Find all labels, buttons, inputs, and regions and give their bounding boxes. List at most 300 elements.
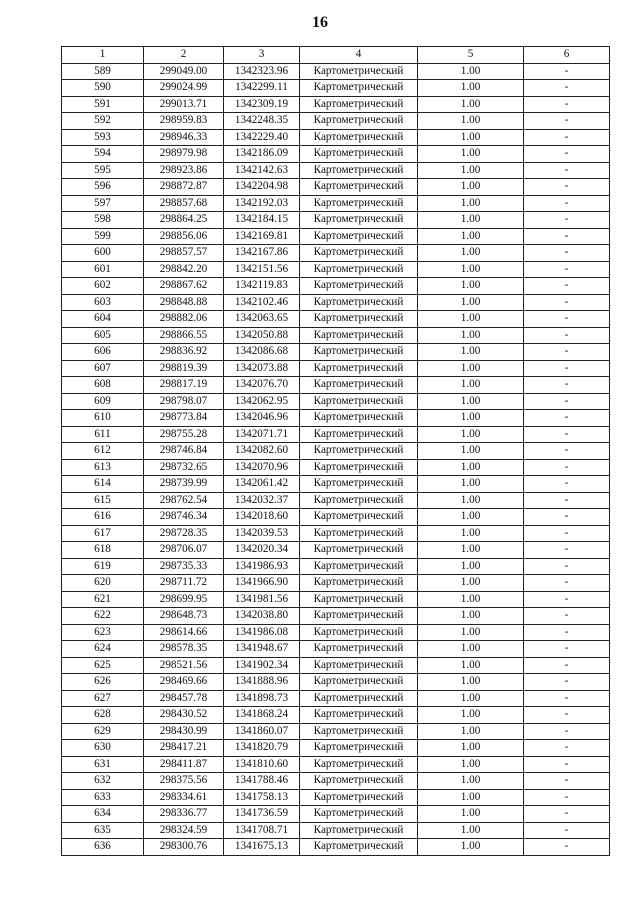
method-cell: Картометрический (300, 228, 418, 245)
method-cell: Картометрический (300, 63, 418, 80)
accuracy-cell: 1.00 (418, 789, 524, 806)
accuracy-cell: 1.00 (418, 525, 524, 542)
accuracy-cell: 1.00 (418, 410, 524, 427)
point-number-cell: 611 (62, 426, 144, 443)
x-coordinate-cell: 298856.06 (144, 228, 224, 245)
accuracy-cell: 1.00 (418, 426, 524, 443)
note-cell: - (524, 63, 610, 80)
point-number-cell: 631 (62, 756, 144, 773)
point-number-cell: 599 (62, 228, 144, 245)
point-number-cell: 589 (62, 63, 144, 80)
x-coordinate-cell: 298817.19 (144, 377, 224, 394)
x-coordinate-cell: 299049.00 (144, 63, 224, 80)
table-row (62, 294, 610, 311)
method-cell: Картометрический (300, 690, 418, 707)
x-coordinate-cell: 298728.35 (144, 525, 224, 542)
note-cell: - (524, 789, 610, 806)
y-coordinate-cell: 1342142.63 (224, 162, 300, 179)
x-coordinate-cell: 298866.55 (144, 327, 224, 344)
method-cell: Картометрический (300, 492, 418, 509)
point-number-cell: 616 (62, 509, 144, 526)
note-cell: - (524, 806, 610, 823)
note-cell: - (524, 740, 610, 757)
table-row (62, 575, 610, 592)
point-number-cell: 623 (62, 624, 144, 641)
method-cell: Картометрический (300, 575, 418, 592)
y-coordinate-cell: 1342039.53 (224, 525, 300, 542)
y-coordinate-cell: 1342204.98 (224, 179, 300, 196)
x-coordinate-cell: 298864.25 (144, 212, 224, 229)
y-coordinate-cell: 1342167.86 (224, 245, 300, 262)
accuracy-cell: 1.00 (418, 63, 524, 80)
point-number-cell: 597 (62, 195, 144, 212)
accuracy-cell: 1.00 (418, 641, 524, 658)
table-row (62, 410, 610, 427)
method-cell: Картометрический (300, 278, 418, 295)
accuracy-cell: 1.00 (418, 591, 524, 608)
method-cell: Картометрический (300, 195, 418, 212)
method-cell: Картометрический (300, 509, 418, 526)
table-row (62, 789, 610, 806)
accuracy-cell: 1.00 (418, 608, 524, 625)
note-cell: - (524, 624, 610, 641)
point-number-cell: 604 (62, 311, 144, 328)
table-row (62, 806, 610, 823)
y-coordinate-cell: 1342076.70 (224, 377, 300, 394)
table-row (62, 690, 610, 707)
table-row (62, 63, 610, 80)
y-coordinate-cell: 1341788.46 (224, 773, 300, 790)
note-cell: - (524, 839, 610, 856)
point-number-cell: 591 (62, 96, 144, 113)
x-coordinate-cell: 298521.56 (144, 657, 224, 674)
note-cell: - (524, 608, 610, 625)
method-cell: Картометрический (300, 179, 418, 196)
table-row (62, 80, 610, 97)
method-cell: Картометрический (300, 212, 418, 229)
note-cell: - (524, 80, 610, 97)
table-row (62, 146, 610, 163)
point-number-cell: 601 (62, 261, 144, 278)
y-coordinate-cell: 1342184.15 (224, 212, 300, 229)
y-coordinate-cell: 1342309.19 (224, 96, 300, 113)
note-cell: - (524, 179, 610, 196)
y-coordinate-cell: 1341888.96 (224, 674, 300, 691)
accuracy-cell: 1.00 (418, 542, 524, 559)
method-cell: Картометрический (300, 624, 418, 641)
x-coordinate-cell: 298773.84 (144, 410, 224, 427)
note-cell: - (524, 558, 610, 575)
y-coordinate-cell: 1341898.73 (224, 690, 300, 707)
method-cell: Картометрический (300, 476, 418, 493)
y-coordinate-cell: 1341736.59 (224, 806, 300, 823)
y-coordinate-cell: 1341948.67 (224, 641, 300, 658)
accuracy-cell: 1.00 (418, 129, 524, 146)
x-coordinate-cell: 299024.99 (144, 80, 224, 97)
method-cell: Картометрический (300, 740, 418, 757)
note-cell: - (524, 278, 610, 295)
method-cell: Картометрический (300, 657, 418, 674)
point-number-cell: 602 (62, 278, 144, 295)
note-cell: - (524, 261, 610, 278)
method-cell: Картометрический (300, 822, 418, 839)
x-coordinate-cell: 298857.57 (144, 245, 224, 262)
y-coordinate-cell: 1342102.46 (224, 294, 300, 311)
x-coordinate-cell: 298755.28 (144, 426, 224, 443)
accuracy-cell: 1.00 (418, 575, 524, 592)
method-cell: Картометрический (300, 723, 418, 740)
note-cell: - (524, 492, 610, 509)
method-cell: Картометрический (300, 459, 418, 476)
x-coordinate-cell: 298711.72 (144, 575, 224, 592)
y-coordinate-cell: 1342018.60 (224, 509, 300, 526)
y-coordinate-cell: 1342186.09 (224, 146, 300, 163)
note-cell: - (524, 575, 610, 592)
x-coordinate-cell: 298336.77 (144, 806, 224, 823)
note-cell: - (524, 657, 610, 674)
method-cell: Картометрический (300, 261, 418, 278)
point-number-cell: 608 (62, 377, 144, 394)
column-header: 1 (62, 47, 144, 64)
x-coordinate-cell: 298762.54 (144, 492, 224, 509)
note-cell: - (524, 129, 610, 146)
note-cell: - (524, 443, 610, 460)
accuracy-cell: 1.00 (418, 113, 524, 130)
x-coordinate-cell: 298334.61 (144, 789, 224, 806)
note-cell: - (524, 327, 610, 344)
point-number-cell: 619 (62, 558, 144, 575)
point-number-cell: 614 (62, 476, 144, 493)
note-cell: - (524, 822, 610, 839)
accuracy-cell: 1.00 (418, 740, 524, 757)
method-cell: Картометрический (300, 756, 418, 773)
point-number-cell: 612 (62, 443, 144, 460)
y-coordinate-cell: 1342070.96 (224, 459, 300, 476)
accuracy-cell: 1.00 (418, 327, 524, 344)
table-body (62, 63, 610, 855)
column-header: 6 (524, 47, 610, 64)
method-cell: Картометрический (300, 674, 418, 691)
method-cell: Картометрический (300, 525, 418, 542)
point-number-cell: 635 (62, 822, 144, 839)
x-coordinate-cell: 298848.88 (144, 294, 224, 311)
accuracy-cell: 1.00 (418, 146, 524, 163)
accuracy-cell: 1.00 (418, 657, 524, 674)
y-coordinate-cell: 1342050.88 (224, 327, 300, 344)
accuracy-cell: 1.00 (418, 311, 524, 328)
table-row (62, 542, 610, 559)
x-coordinate-cell: 298959.83 (144, 113, 224, 130)
method-cell: Картометрический (300, 360, 418, 377)
table-row (62, 426, 610, 443)
point-number-cell: 632 (62, 773, 144, 790)
accuracy-cell: 1.00 (418, 344, 524, 361)
y-coordinate-cell: 1341860.07 (224, 723, 300, 740)
method-cell: Картометрический (300, 80, 418, 97)
note-cell: - (524, 707, 610, 724)
table-row (62, 723, 610, 740)
accuracy-cell: 1.00 (418, 245, 524, 262)
x-coordinate-cell: 298430.52 (144, 707, 224, 724)
table-row (62, 591, 610, 608)
x-coordinate-cell: 298417.21 (144, 740, 224, 757)
point-number-cell: 610 (62, 410, 144, 427)
table-row (62, 476, 610, 493)
note-cell: - (524, 294, 610, 311)
point-number-cell: 627 (62, 690, 144, 707)
accuracy-cell: 1.00 (418, 360, 524, 377)
x-coordinate-cell: 298735.33 (144, 558, 224, 575)
table-row (62, 327, 610, 344)
note-cell: - (524, 773, 610, 790)
y-coordinate-cell: 1341986.08 (224, 624, 300, 641)
x-coordinate-cell: 298732.65 (144, 459, 224, 476)
y-coordinate-cell: 1342151.56 (224, 261, 300, 278)
note-cell: - (524, 542, 610, 559)
point-number-cell: 630 (62, 740, 144, 757)
y-coordinate-cell: 1342046.96 (224, 410, 300, 427)
y-coordinate-cell: 1342229.40 (224, 129, 300, 146)
table-row (62, 509, 610, 526)
table-row (62, 261, 610, 278)
y-coordinate-cell: 1341708.71 (224, 822, 300, 839)
note-cell: - (524, 690, 610, 707)
x-coordinate-cell: 298375.56 (144, 773, 224, 790)
y-coordinate-cell: 1342071.71 (224, 426, 300, 443)
x-coordinate-cell: 298798.07 (144, 393, 224, 410)
method-cell: Картометрический (300, 443, 418, 460)
method-cell: Картометрический (300, 707, 418, 724)
accuracy-cell: 1.00 (418, 839, 524, 856)
x-coordinate-cell: 298614.66 (144, 624, 224, 641)
note-cell: - (524, 113, 610, 130)
accuracy-cell: 1.00 (418, 773, 524, 790)
accuracy-cell: 1.00 (418, 492, 524, 509)
point-number-cell: 609 (62, 393, 144, 410)
note-cell: - (524, 476, 610, 493)
y-coordinate-cell: 1341966.90 (224, 575, 300, 592)
column-header: 2 (144, 47, 224, 64)
table-row (62, 195, 610, 212)
accuracy-cell: 1.00 (418, 459, 524, 476)
accuracy-cell: 1.00 (418, 707, 524, 724)
method-cell: Картометрический (300, 96, 418, 113)
note-cell: - (524, 228, 610, 245)
table-row (62, 492, 610, 509)
y-coordinate-cell: 1341820.79 (224, 740, 300, 757)
accuracy-cell: 1.00 (418, 162, 524, 179)
point-number-cell: 634 (62, 806, 144, 823)
note-cell: - (524, 245, 610, 262)
point-number-cell: 621 (62, 591, 144, 608)
accuracy-cell: 1.00 (418, 674, 524, 691)
x-coordinate-cell: 298300.76 (144, 839, 224, 856)
accuracy-cell: 1.00 (418, 228, 524, 245)
accuracy-cell: 1.00 (418, 509, 524, 526)
table-row (62, 443, 610, 460)
method-cell: Картометрический (300, 294, 418, 311)
point-number-cell: 613 (62, 459, 144, 476)
method-cell: Картометрический (300, 608, 418, 625)
table-row (62, 96, 610, 113)
y-coordinate-cell: 1342062.95 (224, 393, 300, 410)
point-number-cell: 598 (62, 212, 144, 229)
y-coordinate-cell: 1342192.03 (224, 195, 300, 212)
column-header: 4 (300, 47, 418, 64)
note-cell: - (524, 360, 610, 377)
table-row (62, 756, 610, 773)
note-cell: - (524, 162, 610, 179)
accuracy-cell: 1.00 (418, 278, 524, 295)
method-cell: Картометрический (300, 426, 418, 443)
x-coordinate-cell: 298648.73 (144, 608, 224, 625)
y-coordinate-cell: 1342248.35 (224, 113, 300, 130)
accuracy-cell: 1.00 (418, 261, 524, 278)
x-coordinate-cell: 298578.35 (144, 641, 224, 658)
accuracy-cell: 1.00 (418, 80, 524, 97)
point-number-cell: 629 (62, 723, 144, 740)
point-number-cell: 594 (62, 146, 144, 163)
accuracy-cell: 1.00 (418, 96, 524, 113)
point-number-cell: 624 (62, 641, 144, 658)
y-coordinate-cell: 1341675.13 (224, 839, 300, 856)
x-coordinate-cell: 298469.66 (144, 674, 224, 691)
method-cell: Картометрический (300, 311, 418, 328)
table-row (62, 558, 610, 575)
method-cell: Картометрический (300, 773, 418, 790)
x-coordinate-cell: 298836.92 (144, 344, 224, 361)
x-coordinate-cell: 298324.59 (144, 822, 224, 839)
table-row (62, 179, 610, 196)
y-coordinate-cell: 1342032.37 (224, 492, 300, 509)
table-row (62, 311, 610, 328)
note-cell: - (524, 344, 610, 361)
note-cell: - (524, 410, 610, 427)
y-coordinate-cell: 1342323.96 (224, 63, 300, 80)
method-cell: Картометрический (300, 113, 418, 130)
x-coordinate-cell: 298979.98 (144, 146, 224, 163)
point-number-cell: 625 (62, 657, 144, 674)
table-row (62, 657, 610, 674)
table-row (62, 162, 610, 179)
point-number-cell: 617 (62, 525, 144, 542)
y-coordinate-cell: 1341986.93 (224, 558, 300, 575)
x-coordinate-cell: 298746.34 (144, 509, 224, 526)
note-cell: - (524, 212, 610, 229)
note-cell: - (524, 509, 610, 526)
x-coordinate-cell: 298923.86 (144, 162, 224, 179)
x-coordinate-cell: 298882.06 (144, 311, 224, 328)
x-coordinate-cell: 298946.33 (144, 129, 224, 146)
accuracy-cell: 1.00 (418, 624, 524, 641)
accuracy-cell: 1.00 (418, 558, 524, 575)
table-row (62, 245, 610, 262)
y-coordinate-cell: 1342038.80 (224, 608, 300, 625)
method-cell: Картометрический (300, 245, 418, 262)
header-row (62, 47, 610, 64)
table-row (62, 525, 610, 542)
note-cell: - (524, 146, 610, 163)
method-cell: Картометрический (300, 591, 418, 608)
point-number-cell: 595 (62, 162, 144, 179)
method-cell: Картометрический (300, 410, 418, 427)
table-row (62, 377, 610, 394)
method-cell: Картометрический (300, 839, 418, 856)
method-cell: Картометрический (300, 558, 418, 575)
method-cell: Картометрический (300, 344, 418, 361)
method-cell: Картометрический (300, 129, 418, 146)
table-row (62, 228, 610, 245)
point-number-cell: 628 (62, 707, 144, 724)
table-row (62, 608, 610, 625)
y-coordinate-cell: 1342169.81 (224, 228, 300, 245)
accuracy-cell: 1.00 (418, 393, 524, 410)
table-row (62, 740, 610, 757)
note-cell: - (524, 756, 610, 773)
table-row (62, 459, 610, 476)
point-number-cell: 636 (62, 839, 144, 856)
table-row (62, 839, 610, 856)
table-row (62, 674, 610, 691)
y-coordinate-cell: 1341810.60 (224, 756, 300, 773)
table-row (62, 624, 610, 641)
accuracy-cell: 1.00 (418, 179, 524, 196)
accuracy-cell: 1.00 (418, 294, 524, 311)
accuracy-cell: 1.00 (418, 723, 524, 740)
note-cell: - (524, 674, 610, 691)
note-cell: - (524, 641, 610, 658)
note-cell: - (524, 393, 610, 410)
point-number-cell: 633 (62, 789, 144, 806)
method-cell: Картометрический (300, 377, 418, 394)
x-coordinate-cell: 298699.95 (144, 591, 224, 608)
note-cell: - (524, 311, 610, 328)
note-cell: - (524, 459, 610, 476)
note-cell: - (524, 723, 610, 740)
point-number-cell: 606 (62, 344, 144, 361)
y-coordinate-cell: 1342082.60 (224, 443, 300, 460)
y-coordinate-cell: 1342020.34 (224, 542, 300, 559)
x-coordinate-cell: 298457.78 (144, 690, 224, 707)
point-number-cell: 618 (62, 542, 144, 559)
point-number-cell: 622 (62, 608, 144, 625)
note-cell: - (524, 377, 610, 394)
point-number-cell: 593 (62, 129, 144, 146)
table-row (62, 129, 610, 146)
note-cell: - (524, 591, 610, 608)
table-row (62, 344, 610, 361)
y-coordinate-cell: 1341981.56 (224, 591, 300, 608)
point-number-cell: 600 (62, 245, 144, 262)
y-coordinate-cell: 1342063.65 (224, 311, 300, 328)
coordinates-table (61, 46, 610, 856)
table-row (62, 212, 610, 229)
x-coordinate-cell: 298430.99 (144, 723, 224, 740)
note-cell: - (524, 426, 610, 443)
note-cell: - (524, 96, 610, 113)
y-coordinate-cell: 1342299.11 (224, 80, 300, 97)
accuracy-cell: 1.00 (418, 690, 524, 707)
table-row (62, 360, 610, 377)
x-coordinate-cell: 298411.87 (144, 756, 224, 773)
accuracy-cell: 1.00 (418, 476, 524, 493)
x-coordinate-cell: 299013.71 (144, 96, 224, 113)
point-number-cell: 592 (62, 113, 144, 130)
table-row (62, 393, 610, 410)
x-coordinate-cell: 298867.62 (144, 278, 224, 295)
column-header: 5 (418, 47, 524, 64)
y-coordinate-cell: 1341758.13 (224, 789, 300, 806)
